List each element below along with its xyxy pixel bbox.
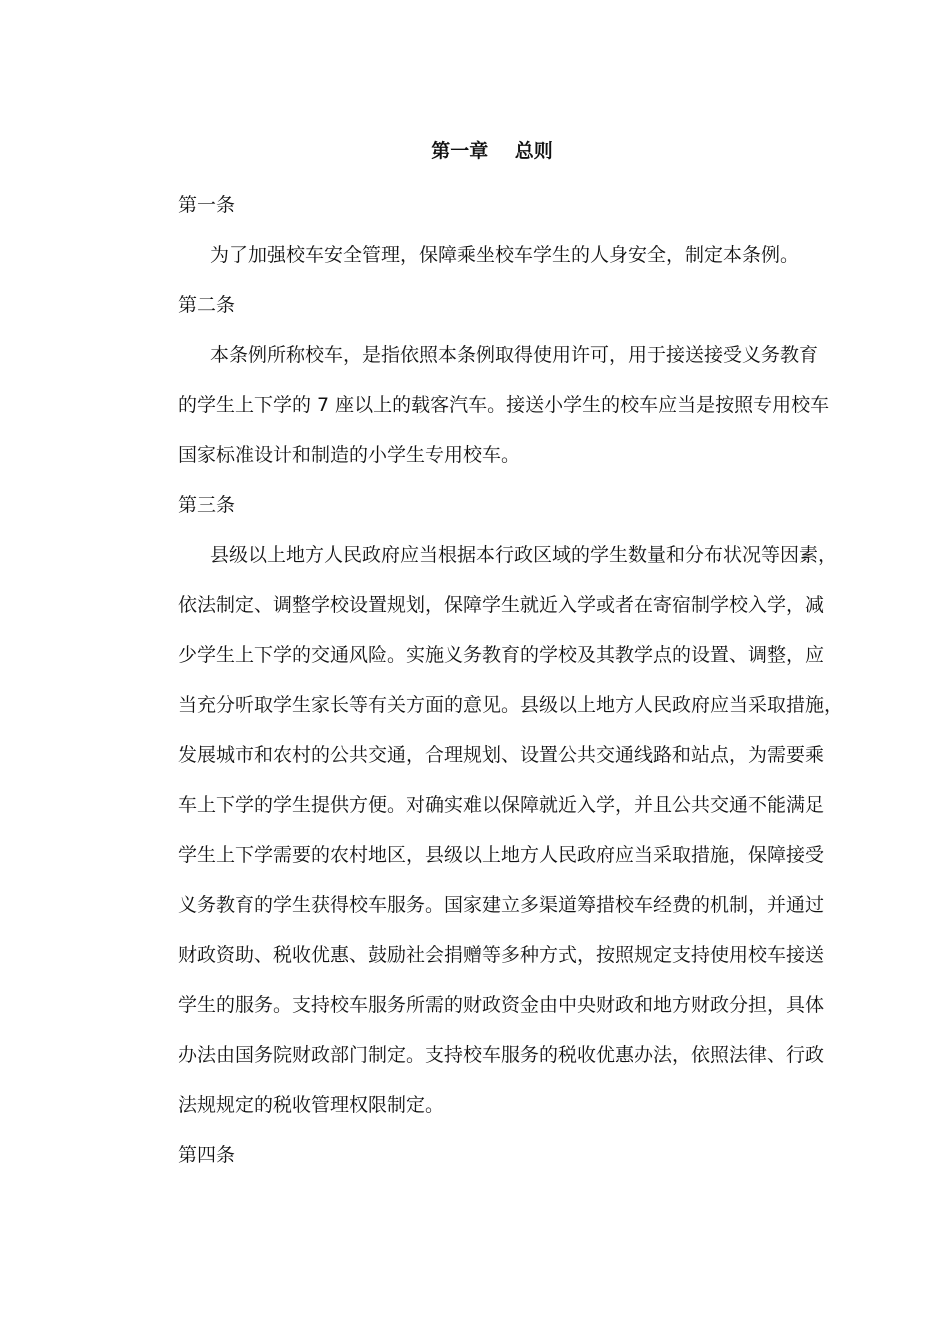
text-line: 发展城市和农村的公共交通，合理规划、设置公共交通线路和站点，为需要乘 xyxy=(178,744,825,766)
text-line: 财政资助、税收优惠、鼓励社会捐赠等多种方式，按照规定支持使用校车接送 xyxy=(178,944,825,966)
article-text-3 xyxy=(146,530,844,1130)
text-line: 学生上下学需要的农村地区，县级以上地方人民政府应当采取措施，保障接受 xyxy=(178,844,825,866)
article-text-1 xyxy=(146,230,828,280)
text-line: 本条例所称校车，是指依照本条例取得使用许可，用于接送接受义务教育 xyxy=(210,344,819,366)
text-line: 车上下学的学生提供方便。对确实难以保障就近入学，并且公共交通不能满足 xyxy=(178,794,825,816)
article-label-1: 第一条 xyxy=(178,194,236,216)
text-line: 学生的服务。支持校车服务所需的财政资金由中央财政和地方财政分担，具体 xyxy=(178,994,825,1016)
article-text-2 xyxy=(146,330,828,480)
article-label-3: 第三条 xyxy=(178,494,236,516)
text-line: 办法由国务院财政部门制定。支持校车服务的税收优惠办法，依照法律、行政 xyxy=(178,1044,825,1066)
text-line: 义务教育的学生获得校车服务。国家建立多渠道筹措校车经费的机制，并通过 xyxy=(178,894,825,916)
text-line: 县级以上地方人民政府应当根据本行政区域的学生数量和分布状况等因素， xyxy=(210,544,838,566)
text-line: 依法制定、调整学校设置规划，保障学生就近入学或者在寄宿制学校入学，减 xyxy=(178,594,825,616)
article-label-2: 第二条 xyxy=(178,294,236,316)
chapter-title: 第一章 总则 xyxy=(431,140,553,162)
text-line: 法规规定的税收管理权限制定。 xyxy=(178,1094,445,1116)
article-label-4: 第四条 xyxy=(178,1144,236,1166)
text-line: 为了加强校车安全管理，保障乘坐校车学生的人身安全，制定本条例。 xyxy=(210,244,800,266)
text-line: 的学生上下学的 7 座以上的载客汽车。接送小学生的校车应当是按照专用校车 xyxy=(178,394,830,416)
text-line: 国家标准设计和制造的小学生专用校车。 xyxy=(178,444,521,466)
document-body xyxy=(146,180,844,1180)
text-line: 少学生上下学的交通风险。实施义务教育的学校及其教学点的设置、调整，应 xyxy=(178,644,825,666)
text-line: 当充分听取学生家长等有关方面的意见。县级以上地方人民政府应当采取措施， xyxy=(178,694,844,716)
